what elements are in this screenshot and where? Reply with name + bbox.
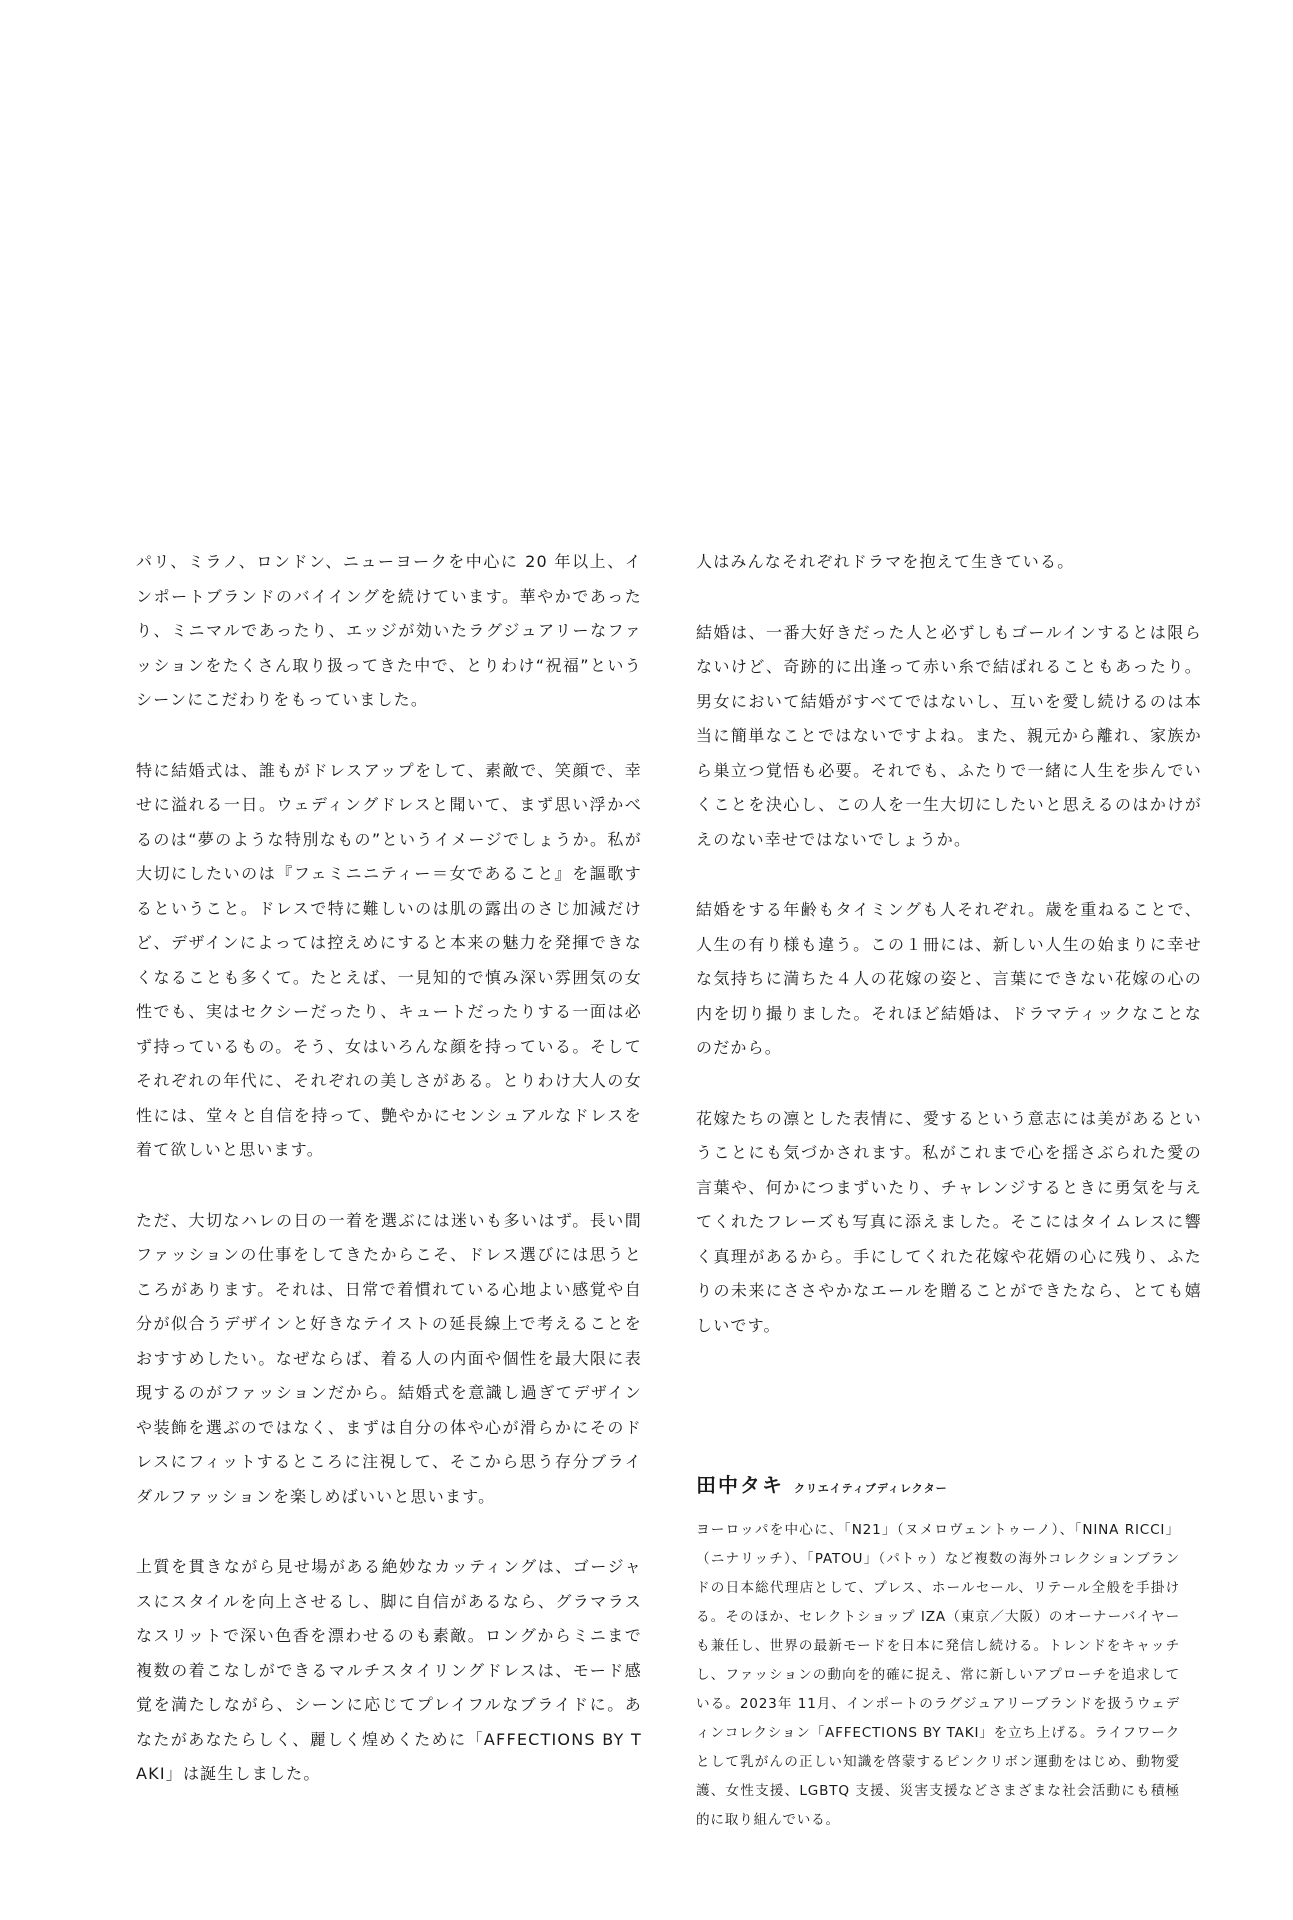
right-paragraph-3: 結婚をする年齢もタイミングも人それぞれ。歳を重ねることで、人生の有り様も違う。この１冊には、新しい人生の始まりに幸せな気持ちに満ちた４人の花嫁の姿と、言葉にできない花嫁の心の内を切り撮りました。それほど結婚は、ドラマティックなことなのだから。 [696, 900, 1202, 1057]
author-profile [696, 1470, 1180, 1835]
right-paragraph-1: 人はみんなそれぞれドラマを抱えて生きている。 [696, 552, 1075, 571]
left-paragraph-2: 特に結婚式は、誰もがドレスアップをして、素敵で、笑顔で、幸せに溢れる一日。ウェディングドレスと聞いて、まず思い浮かべるのは“夢のような特別なもの”というイメージでしょうか。私が大切にしたいのは『フェミニニティー＝女であること』を謳歌するということ。ドレスで特に難しいのは肌の露出のさじ加減だけど、デザインによっては控えめにすると本来の魅力を発揮できなくなることも多くて。たとえば、一見知的で慎み深い雰囲気の女性でも、実はセクシーだったり、キュートだったりする一面は必ず持っているもの。そう、女はいろんな顔を持っている。そしてそれぞれの年代に、それぞれの美しさがある。とりわけ大人の女性には、堂々と自信を持って、艶やかにセンシュアルなドレスを着て欲しいと思います。 [136, 760, 642, 1159]
right-paragraph-4: 花嫁たちの凛とした表情に、愛するという意志には美があるということにも気づかされます。私がこれまで心を揺さぶられた愛の言葉や、何かにつまずいたり、チャレンジするときに勇気を与えてくれたフレーズも写真に添えました。そこにはタイムレスに響く真理があるから。手にしてくれた花嫁や花婿の心に残り、ふたりの未来にささやかなエールを贈ることができたなら、とても嬉しいです。 [696, 1108, 1202, 1335]
right-paragraph-2: 結婚は、一番大好きだった人と必ずしもゴールインするとは限らないけど、奇跡的に出逢って赤い糸で結ばれることもあったり。男女において結婚がすべてではないし、互いを愛し続けるのは本当に簡単なことではないですよね。また、親元から離れ、家族から巣立つ覚悟も必要。それでも、ふたりで一緒に人生を歩んでいくことを決心し、この人を一生大切にしたいと思えるのはかけがえのない幸せではないでしょうか。 [696, 622, 1202, 849]
profile-heading [696, 1470, 1180, 1504]
profile-bio: ヨーロッパを中心に、「N21」（ヌメロヴェントゥーノ）、「NINA RICCI」（ニナリッチ）、「PATOU」（パトゥ）など複数の海外コレクションブランドの日本総代理店として、プレス、ホールセール、リテール全般を手掛ける。そのほか、セレクトショップ IZA（東京／大阪）のオーナーバイヤーも兼任し、世界の最新モードを日本に発信し続ける。トレンドをキャッチし、ファッションの動向を的確に捉え、常に新しいアプローチを追求している。2023年 11月、インポートのラグジュアリーブランドを扱うウェディンコレクション「AFFECTIONS BY TAKI」を立ち上げる。ライフワークとして乳がんの正しい知識を啓蒙するピンクリボン運動をはじめ、動物愛護、女性支援、LGBTQ 支援、災害支援などさまざまな社会活動にも積極的に取り組んでいる。 [696, 1522, 1180, 1828]
profile-name: 田中タキ [696, 1473, 784, 1497]
right-text-column [696, 545, 1202, 1379]
left-paragraph-3: ただ、大切なハレの日の一着を選ぶには迷いも多いはず。長い間ファッションの仕事をしてきたからこそ、ドレス選びには思うところがあります。それは、日常で着慣れている心地よい感覚や自分が似合うデザインと好きなテイストの延長線上で考えることをおすすめしたい。なぜならば、着る人の内面や個性を最大限に表現するのがファッションだから。結婚式を意識し過ぎてデザインや装飾を選ぶのではなく、まずは自分の体や心が滑らかにそのドレスにフィットするところに注視して、そこから思う存分ブライダルファッションを楽しめばいいと思います。 [136, 1210, 642, 1506]
left-text-column [136, 545, 642, 1828]
left-paragraph-4: 上質を貫きながら見せ場がある絶妙なカッティングは、ゴージャスにスタイルを向上させるし、脚に自信があるなら、グラマラスなスリットで深い色香を漂わせるのも素敵。ロングからミニまで複数の着こなしができるマルチスタイリングドレスは、モード感覚を満たしながら、シーンに応じてプレイフルなブライドに。あなたがあなたらしく、麗しく煌めくために「AFFECTIONS BY TAKI」は誕生しました。 [136, 1557, 642, 1783]
profile-role: クリエイティブディレクター [794, 1482, 948, 1495]
left-paragraph-1: パリ、ミラノ、ロンドン、ニューヨークを中心に 20 年以上、インポートブランドのバイイングを続けています。華やかであったり、ミニマルであったり、エッジが効いたラグジュアリーなファッションをたくさん取り扱ってきた中で、とりわけ“祝福”というシーンにこだわりをもっていました。 [136, 552, 642, 709]
